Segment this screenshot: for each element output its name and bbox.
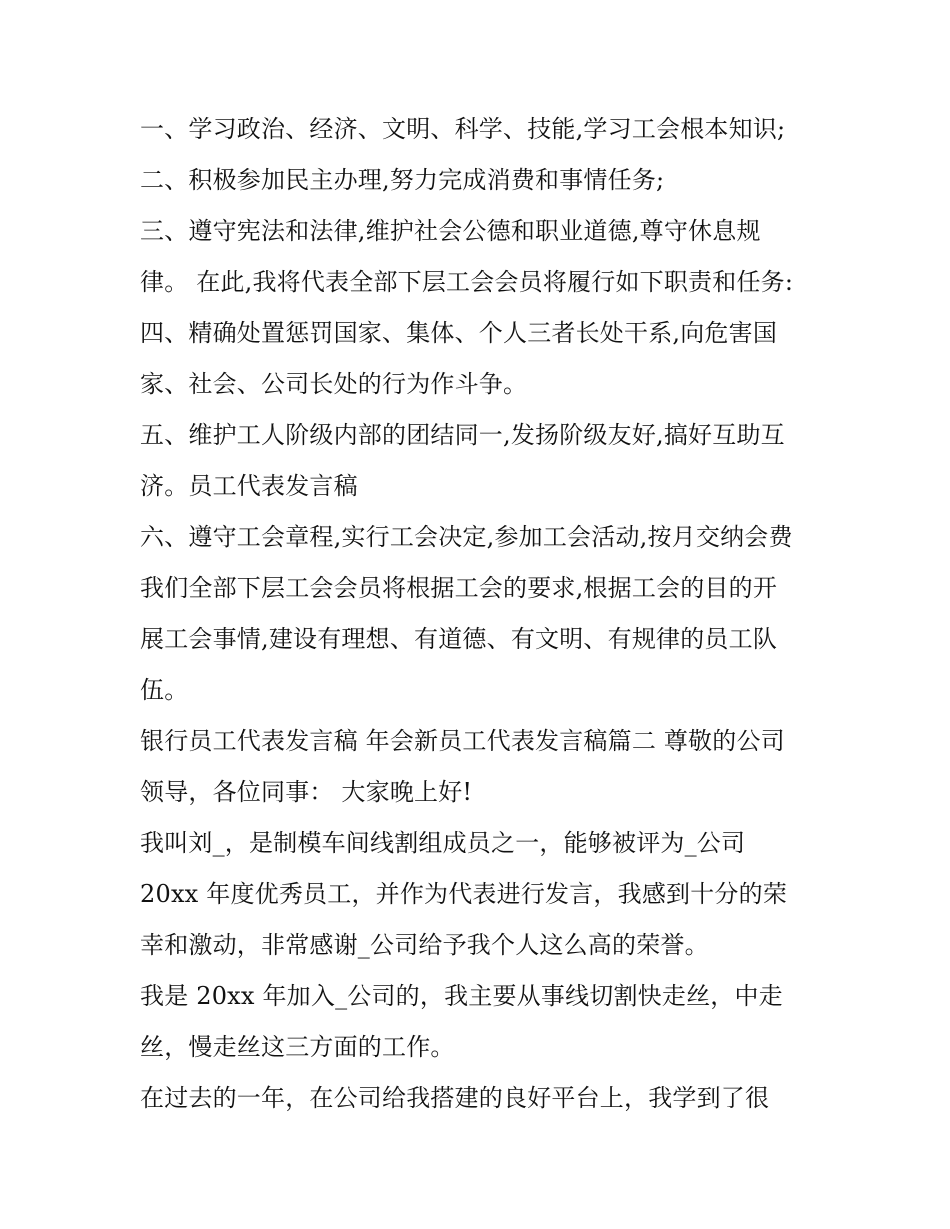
text-line-15: 我叫刘_，是制模车间线割组成员之一，能够被评为_公司: [140, 829, 746, 857]
text-line-17: 幸和激动，非常感谢_公司给予我个人这么高的荣誉。: [140, 931, 709, 959]
text-line-5: 四、精确处置惩罚国家、集体、个人三者长处干系,向危害国: [140, 319, 778, 347]
text-line-16: 20xx 年度优秀员工，并作为代表进行发言，我感到十分的荣: [140, 880, 788, 908]
text-line-7: 五、维护工人阶级内部的团结同一,发扬阶级友好,搞好互助互: [140, 421, 785, 449]
text-line-12: 伍。: [140, 676, 189, 704]
text-line-2: 二、积极参加民主办理,努力完成消费和事情任务;: [140, 166, 665, 194]
text-line-14: 领导，各位同事： 大家晚上好!: [140, 778, 473, 806]
text-line-4: 律。 在此,我将代表全部下层工会会员将履行如下职责和任务:: [140, 268, 794, 296]
text-line-1: 一、学习政治、经济、文明、科学、技能,学习工会根本知识;: [140, 115, 786, 143]
text-line-6: 家、社会、公司长处的行为作斗争。: [140, 370, 528, 398]
text-line-13: 银行员工代表发言稿 年会新员工代表发言稿篇二 尊敬的公司: [140, 727, 785, 755]
text-line-8: 济。员工代表发言稿: [140, 472, 358, 500]
text-line-3: 三、遵守宪法和法律,维护社会公德和职业道德,尊守休息规: [140, 217, 761, 245]
text-line-10: 我们全部下层工会会员将根据工会的要求,根据工会的目的开: [140, 574, 778, 602]
text-line-20: 在过去的一年，在公司给我搭建的良好平台上，我学到了很: [140, 1084, 770, 1112]
text-line-9: 六、遵守工会章程,实行工会决定,参加工会活动,按月交纳会费: [140, 523, 793, 551]
text-line-19: 丝，慢走丝这三方面的工作。: [140, 1033, 455, 1061]
text-line-11: 展工会事情,建设有理想、有道德、有文明、有规律的员工队: [140, 625, 778, 653]
text-line-18: 我是 20xx 年加入_公司的，我主要从事线切割快走丝，中走: [140, 982, 783, 1010]
